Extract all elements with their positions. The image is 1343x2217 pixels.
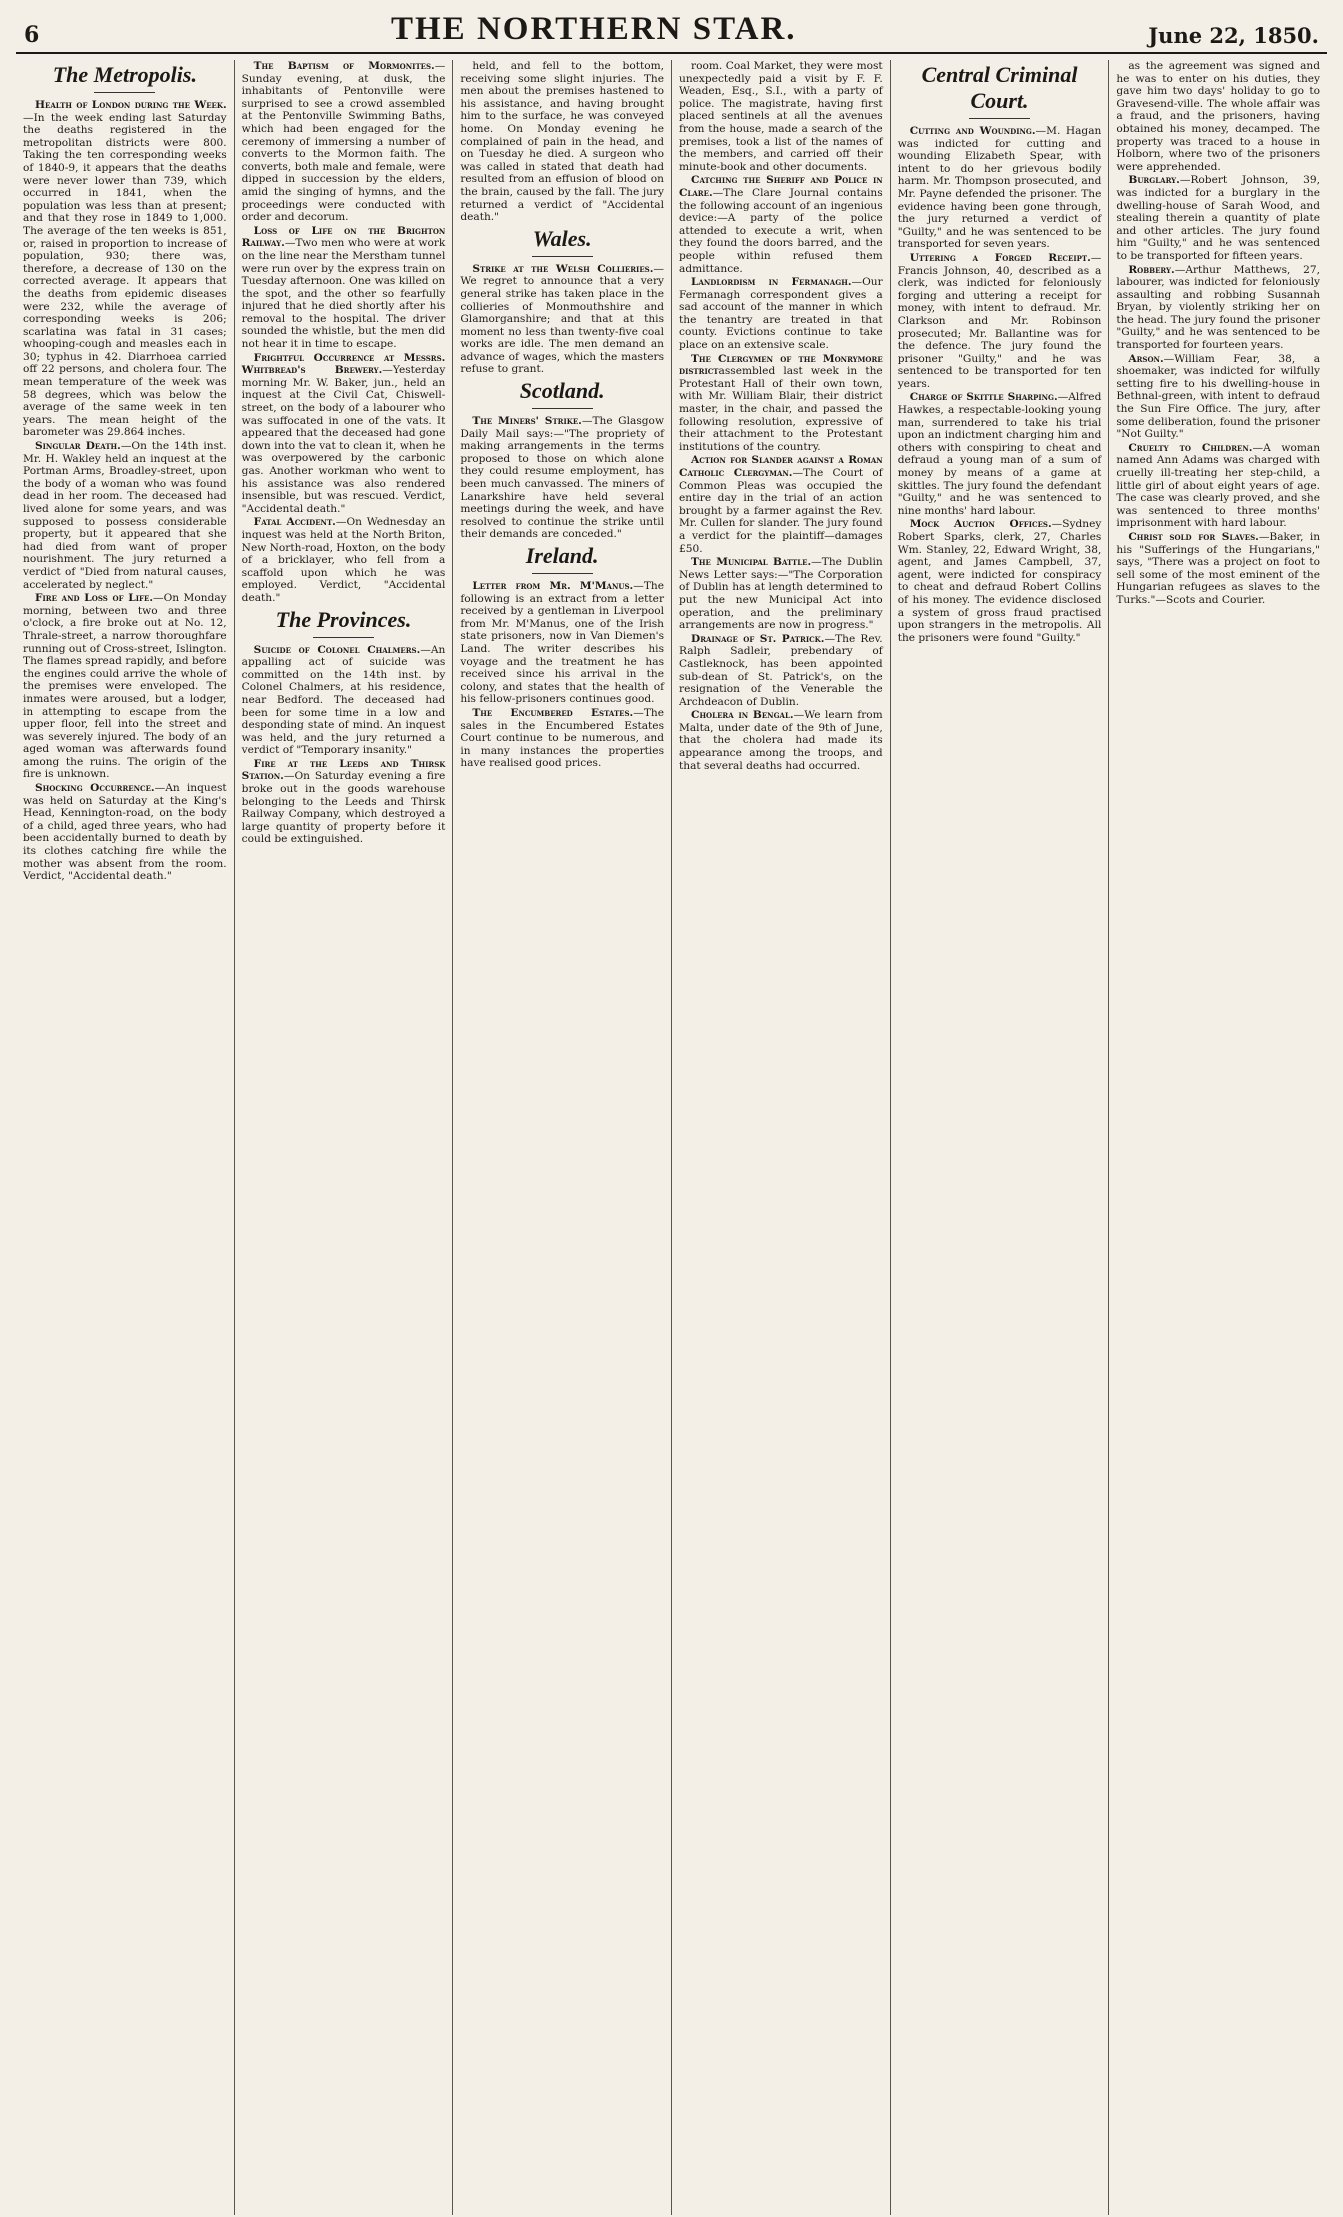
article-headline: Shocking Occurrence. (35, 782, 155, 795)
article-paragraph (679, 556, 883, 632)
article-paragraph (679, 174, 883, 275)
article-headline: Drainage of St. Patrick. (691, 632, 825, 645)
article-headline: Cholera in Bengal. (691, 709, 794, 722)
article-paragraph (1116, 353, 1320, 441)
article-paragraph (23, 782, 227, 883)
article-headline: Loss of Life on the Brighton Railway. (241, 224, 446, 250)
article-body: —The following is an extract from a letter received by a gentleman in Liverpool from Mr. M'Manus, one of the Irish state prisoners, now in Van Diemen's Land. The writer describes his voyage and the treatment he has received since his arrival in the colony, and states that the health of his fellow-prisoners continues good. (460, 580, 665, 706)
article-paragraph (898, 125, 1102, 251)
section-heading: The Provinces. (275, 606, 412, 632)
article-body: —Two men who were at work on the line near the Merstham tunnel were run over by the express train on Tuesday afternoon. One was killed on the spot, and the other so fearfully injured that he died shortly after his removal to the hospital. The driver sounded the whistle, but the men did not hear it in time to escape. (241, 237, 446, 351)
article-paragraph (23, 99, 227, 439)
article-headline: Fire and Loss of Life. (35, 592, 154, 605)
article-headline: Christ sold for Slaves. (1128, 530, 1259, 543)
article-paragraph (242, 758, 446, 846)
article-headline: Charge of Skittle Sharping. (909, 391, 1058, 404)
article-paragraph (679, 60, 883, 173)
section-rule (532, 408, 593, 409)
article-paragraph (242, 644, 446, 757)
column-4 (672, 60, 891, 2215)
article-body: —The Dublin News Letter says:—"The Corporation of Dublin has at length determined to put the new Municipal Act into operation, and the preliminary arrangements are now in progress." (679, 556, 883, 632)
article-paragraph (460, 60, 664, 224)
article-paragraph (679, 276, 883, 352)
column-5 (891, 60, 1110, 2215)
article-paragraph (898, 252, 1102, 391)
section-rule (532, 256, 593, 257)
article-headline: Fatal Accident. (253, 516, 336, 529)
article-body: —We regret to announce that a very general strike has taken place in the collieries of Monmouthshire and Glamorganshire; and that at this moment no less than twenty-five coal works are idle. The men demand an advance of wages, which the masters refuse to grant. (460, 262, 665, 376)
article-body: —An inquest was held on Saturday at the King's Head, Kennington-road, on the body of a child, aged three years, who had been accidentally burned to death by its clothes catching fire while the mother was absent from the room. Verdict, "Accidental death." (23, 782, 227, 883)
section-rule (969, 118, 1030, 119)
article-headline: The Baptism of Mormonites. (253, 60, 435, 72)
article-headline: Strike at the Welsh Collieries. (472, 262, 654, 275)
article-body: —An appalling act of suicide was committed on the 14th inst. by Colonel Chalmers, at his residence, near Bedford. The deceased had been for some time in a low and desponding state of mind. An inquest was held, and the jury returned a verdict of "Temporary insanity." (241, 643, 446, 757)
masthead (16, 10, 1327, 54)
article-body: —On Monday morning, between two and three o'clock, a fire broke out at No. 12, Thrale-street, a narrow thoroughfare running out of Cross-street, Islington. The flames spread rapidly, and before the engines could arrive the whole of the premises were enveloped. The inmates were aroused, but a lodger, in attempting to escape from the upper floor, fell into the street and was severely injured. The body of an aged woman was afterwards found among the ruins. The origin of the fire is unknown. (23, 592, 227, 781)
article-body: —The Court of Common Pleas was occupied the entire day in the trial of an action brought by a farmer against the Rev. Mr. Cullen for slander. The jury found a verdict for the plaintiff—damages £50. (679, 467, 883, 555)
article-headline: Cruelty to Children. (1128, 441, 1253, 454)
article-headline: Letter from Mr. M'Manus. (472, 580, 634, 592)
section-heading: Wales. (532, 225, 592, 251)
article-body: —The Glasgow Daily Mail says:—"The propriety of making arrangements in the terms proposed to those on which alone they could resume employment, has been much canvassed. The miners of Lanarkshire have held several meetings during the week, and have resolved to continue the strike until their demands are conceded." (460, 415, 665, 541)
article-paragraph (679, 353, 883, 454)
article-headline: Uttering a Forged Receipt. (909, 251, 1091, 264)
article-paragraph (1116, 174, 1320, 262)
article-body: assembled last week in the Protestant Hall of their own town, with Mr. William Blair, their district master, in the chair, and passed the following resolution, expressive of their attachment to the Protestant institutions of the country. (679, 365, 883, 453)
column-6 (1109, 60, 1327, 2215)
article-headline: The Clergymen of the Monrymore district (679, 352, 883, 378)
article-headline: The Encumbered Estates. (472, 706, 634, 719)
article-paragraph (460, 580, 664, 706)
article-paragraph (242, 516, 446, 604)
article-body: —Baker, in his "Sufferings of the Hungarians," says, "There was a project on foot to sell some of the most eminent of the Hungarian refugees as slaves to the Turks."—Scots and Courier. (1116, 530, 1321, 606)
article-body: —A woman named Ann Adams was charged with cruelly ill-treating her step-child, a little girl of about eight years of age. The case was clearly proved, and she was sentenced to three months' imprisonment with hard labour. (1116, 441, 1321, 530)
article-body: —Our Fermanagh correspondent gives a sad account of the manner in which the tenantry are treated in that county. Evictions continue to take place on an extensive scale. (679, 276, 883, 352)
section-heading: Central Criminal Court. (921, 62, 1078, 113)
article-body: —We learn from Malta, under date of the 9th of June, that the cholera had made its appearance among the troops, and that several deaths had occurred. (679, 709, 883, 772)
article-body: —On Wednesday an inquest was held at the North Briton, New North-road, Hoxton, on the body of a bricklayer, who fell from a scaffold upon which he was employed. Verdict, "Accidental death." (241, 516, 446, 604)
article-headline: Suicide of Colonel Chalmers. (253, 643, 421, 656)
article-body: room. Coal Market, they were most unexpectedly paid a visit by F. F. Weaden, Esq., S.I., with a party of police. The magistrate, having first placed sentinels at all the avenues from the house, made a search of the premises, took a list of the names of the members, and carried off their minute-book and other documents. (679, 60, 883, 173)
section-heading: Ireland. (525, 543, 599, 568)
article-body: —William Fear, 38, a shoemaker, was indicted for wilfully setting fire to his dwelling-house in Bethnal-green, with intent to defraud the Sun Fire Office. The jury, after some deliberation, found the prisoner "Not Guilty." (1116, 352, 1321, 441)
article-body: —Sydney Robert Sparks, clerk, 27, Charles Wm. Stanley, 22, Edward Wright, 38, agent, and James Campbell, 37, agent, were indicted for conspiracy to cheat and defraud Robert Collins of his money. The evidence disclosed a system of gross fraud practised upon strangers in the metropolis. All the prisoners were found "Guilty." (897, 518, 1102, 644)
article-paragraph (460, 263, 664, 376)
article-body: —M. Hagan was indicted for cutting and wounding Elizabeth Spear, with intent to do her grievous bodily harm. Mr. Thompson prosecuted, and Mr. Payne defended the prisoner. The evidence having been gone through, the jury returned a verdict of "Guilty," and he was sentenced to be transported for seven years. (897, 125, 1102, 251)
article-body: —Alfred Hawkes, a respectable-looking young man, surrendered to take his trial upon an indictment charging him and others with conspiring to cheat and defraud a young man of a sum of money by means of a game at skittles. The jury found the defendant "Guilty," and he was sentenced to nine months' hard labour. (897, 391, 1102, 517)
article-headline: Robbery. (1128, 263, 1175, 276)
article-paragraph (679, 633, 883, 709)
article-headline: Arson. (1128, 352, 1164, 365)
newspaper-title: THE NORTHERN STAR. (391, 11, 797, 47)
article-body: —Yesterday morning Mr. W. Baker, jun., held an inquest at the Civil Cat, Chiswell-street, on the body of a labourer who was suffocated in one of the vats. It appeared that the deceased had gone down into the vat to clean it, when he was overpowered by the carbonic gas. Another workman who went to his assistance was also rendered insensible, but was rescued. Verdict, "Accidental death." (241, 364, 446, 515)
article-body: —On Saturday evening a fire broke out in the goods warehouse belonging to the Leeds and Thirsk Railway Company, which destroyed a large quantity of property before it could be extinguished. (241, 770, 446, 846)
article-paragraph (679, 709, 883, 772)
article-paragraph (1116, 442, 1320, 530)
article-body: —Arthur Matthews, 27, labourer, was indicted for feloniously assaulting and robbing Susannah Bryan, by violently striking her on the head. The jury found the prisoner "Guilty," and he was sentenced to be transported for fourteen years. (1116, 263, 1321, 352)
article-paragraph (242, 225, 446, 351)
column-1 (16, 60, 235, 2215)
article-paragraph (242, 352, 446, 516)
section-rule (532, 573, 593, 574)
article-body: —Robert Johnson, 39, was indicted for a burglary in the dwelling-house of Sarah Wood, and stealing therein a quantity of plate and other articles. The jury found him "Guilty," and he was sentenced to be transported for fifteen years. (1116, 174, 1321, 262)
article-headline: The Municipal Battle. (691, 556, 812, 569)
article-paragraph (898, 518, 1102, 644)
article-headline: Catching the Sheriff and Police in Clare. (679, 174, 883, 199)
column-3 (453, 60, 672, 2215)
article-body: —Sunday evening, at dusk, the inhabitants of Pentonville were surprised to see a crowd assembled at the Pentonville Swimming Baths, which had been engaged for the ceremony of immersing a number of converts to the Mormon faith. The converts, both male and female, were dipped in succession by the elders, amid the singing of hymns, and the proceedings were conducted with order and decorum. (241, 60, 446, 224)
section-rule (313, 637, 374, 638)
article-paragraph (898, 391, 1102, 517)
article-headline: Frightful Occurrence at Messrs. Whitbread's Brewery. (241, 351, 446, 377)
article-headline: The Miners' Strike. (472, 415, 582, 428)
section-heading: Scotland. (519, 378, 605, 404)
article-body: as the agreement was signed and he was to enter on his duties, they gave him two days' holiday to go to Gravesend-ville. The whole affair was a fraud, and the prisoners, having obtained his money, decamped. The property was traced to a house in Holborn, where two of the prisoners were apprehended. (1116, 60, 1321, 173)
article-paragraph (460, 415, 664, 541)
article-paragraph (460, 707, 664, 770)
article-headline: Burglary. (1128, 174, 1180, 187)
article-paragraph (23, 440, 227, 591)
issue-date: June 22, 1850. (1148, 23, 1319, 48)
article-body: —In the week ending last Saturday the deaths registered in the metropolitan districts were 800. Taking the ten corresponding weeks of 1840-9, it appears that the deaths were never lower than 739, which occurred in 1841, when the population was less than at present; and that they rose in 1849 to 1,000. The average of the ten weeks is 851, or, raised in proportion to increase of population, 930; there was, therefore, a decrease of 130 on the corrected average. It appears that the deaths from epidemic diseases were 232, while the average of corresponding weeks is 206; scarlatina was fatal in 31 cases; whooping-cough and measles each in 30; typhus in 42. Diarrhoea carried off 22 persons, and cholera four. The mean temperature of the week was 58 degrees, which was below the average of the same week in ten years. The mean height of the barometer was 29.864 inches. (23, 111, 227, 439)
article-paragraph (23, 592, 227, 781)
article-headline: Landlordism in Fermanagh. (691, 276, 852, 289)
article-paragraph (1116, 264, 1320, 352)
article-paragraph (1116, 531, 1320, 607)
article-headline: Health of London during the Week. (35, 99, 227, 111)
article-body: —The sales in the Encumbered Estates Court continue to be numerous, and in many instances the properties have realised good prices. (460, 706, 665, 770)
article-body: —The Clare Journal contains the following account of an ingenious device:—A party of the police attended to execute a writ, when they found the doors barred, and the people within refused them admittance. (679, 186, 883, 275)
article-paragraph (679, 454, 883, 555)
article-body: —On the 14th inst. Mr. H. Wakley held an inquest at the Portman Arms, Broadley-street, upon the body of a woman who was found dead in her room. The deceased had lived alone for some years, and was supposed to possess considerable property, but it appeared that she had died from want of proper nourishment. The jury returned a verdict of "Died from natural causes, accelerated by neglect." (23, 440, 227, 591)
article-headline: Singular Death. (35, 440, 121, 453)
columns (16, 60, 1327, 2215)
article-headline: Cutting and Wounding. (909, 125, 1036, 137)
article-headline: Mock Auction Offices. (909, 518, 1052, 531)
article-headline: Fire at the Leeds and Thirsk Station. (241, 757, 446, 783)
column-2 (235, 60, 454, 2215)
section-heading: The Metropolis. (52, 62, 197, 87)
page-number: 6 (24, 22, 40, 48)
article-body: —Francis Johnson, 40, described as a clerk, was indicted for feloniously forging and uttering a receipt for money, with intent to defraud. Mr. Clarkson and Mr. Robinson prosecuted; Mr. Ballantine was for the defence. The jury found the prisoner "Guilty," and he was sentenced to be transported for ten years. (897, 251, 1102, 390)
article-body: held, and fell to the bottom, receiving some slight injuries. The men about the premises hastened to his assistance, and having brought him to the surface, he was conveyed home. On Monday evening he complained of pain in the head, and on Tuesday he died. A surgeon who was called in stated that death had resulted from an effusion of blood on the brain, caused by the fall. The jury returned a verdict of "Accidental death." (460, 60, 665, 224)
article-paragraph (242, 60, 446, 224)
article-body: —The Rev. Ralph Sadleir, prebendary of Castleknock, has been appointed sub-dean of St. Patrick's, on the resignation of the Venerable the Archdeacon of Dublin. (679, 632, 883, 708)
section-rule (94, 92, 155, 93)
article-paragraph (1116, 60, 1320, 173)
article-headline: Action for Slander against a Roman Catholic Clergyman. (679, 454, 883, 479)
